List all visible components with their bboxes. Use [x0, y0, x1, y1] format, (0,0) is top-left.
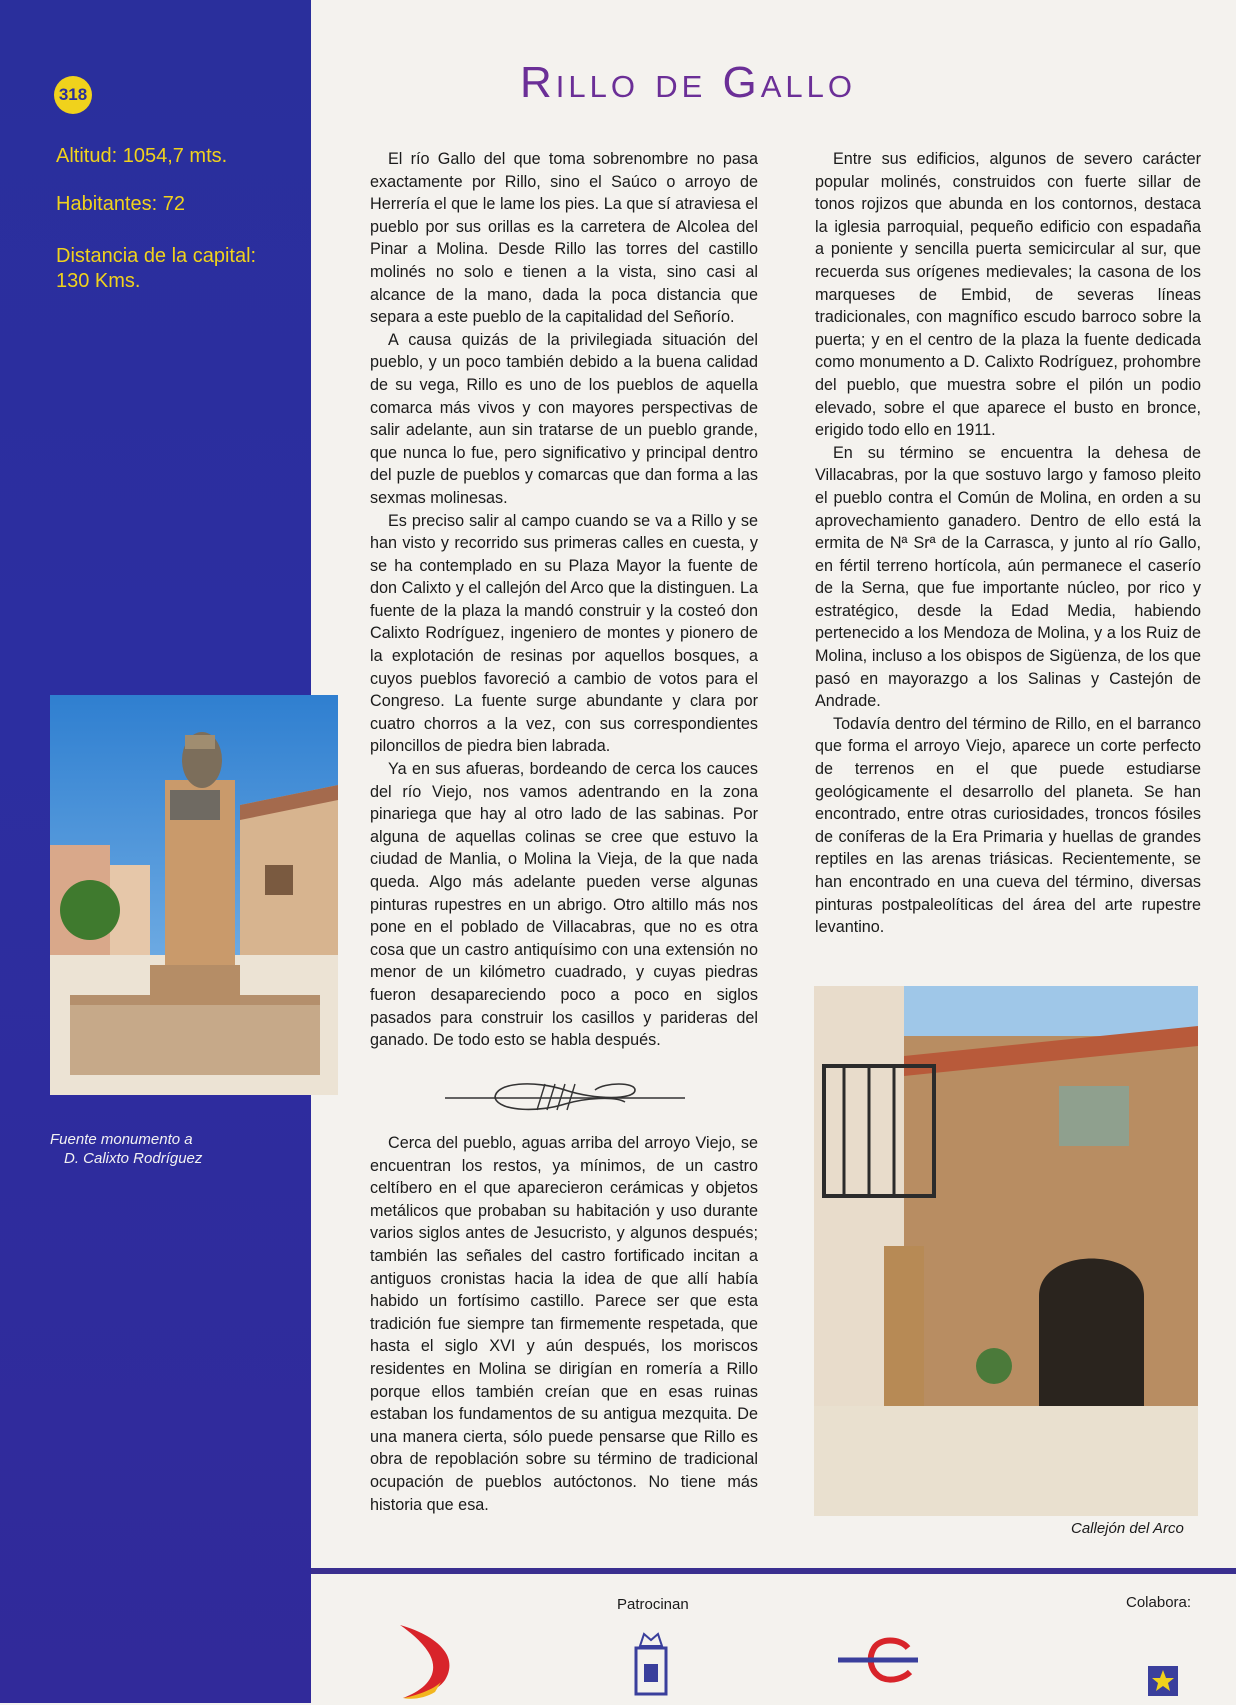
sponsor-logo-castle-icon — [632, 1628, 670, 1703]
sponsor-logo-e-icon — [838, 1636, 928, 1691]
inhabitants-stat: Habitantes: 72 — [56, 193, 185, 215]
paragraph: Entre sus edificios, algunos de severo carácter popular molinés, construidos con fuerte sillar de tonos rojizos que abunda en los contornos, destaca la iglesia parroquial, pequeño edificio con espadaña a poniente y sencilla puerta semicircular al sur, que recuerda sus orígenes medievales; la casona de los marqueses de Embid, de severas líneas tradicionales, con magnífico escudo barroco sobre la puerta; y en el centro de la plaza la fuente dedicada como monumento a D. Calixto Rodríguez, prohombre del pueblo, que muestra sobre el pilón un podio elevado, sobre el que aparece el busto en bronce, erigido todo ello en 1911. — [815, 150, 1201, 440]
collaborator-logo-star-icon — [1148, 1666, 1178, 1701]
fountain-photo — [50, 695, 338, 1095]
altitude-stat: Altitud: 1054,7 mts. — [56, 145, 228, 167]
paragraph: El río Gallo del que toma sobrenombre no pasa exactamente por Rillo, sino el Saúco o arroyo de Herrería el que le lame los pies. La que sí atraviesa el pueblo por sus orillas es la carretera de Alcolea del Pinar a Molina. Desde Rillo las torres del castillo molinés no solo e tienen a la vista, sino casi al alcance de la mano, dada la poca distancia que separa a este pueblo de la capitalidad del Señorío. — [370, 150, 758, 327]
paragraph: En su término se encuentra la dehesa de Villacabras, por la que sostuvo largo y famoso pleito el pueblo contra el Común de Molina, en orden a su aprovechamiento ganadero. Dentro de ello está la ermita de Nª Srª de la Carrasca, y junto al río Gallo, en fértil terreno hortícola, aún permanece el caserío de la Serna, que fue importante núcleo, por rico y estratégico, desde la Edad Media, habiendo pertenecido a los Mendoza de Molina, y a los Ruiz de Molina, incluso a los obispos de Sigüenza, de los que pasó en mayorazgo a los Salinas y Castejón de Andrade. — [815, 443, 1201, 711]
sponsor-logo-red-icon — [395, 1620, 465, 1705]
paragraph: A causa quizás de la privilegiada situación del pueblo, y un poco también debido a la buena calidad de su vega, Rillo es uno de los pueblos de aquella comarca más vivos y con mayores perspectivas de salir adelante, aun sin tratarse de un pueblo grande, que nunca lo fue, pero significativo y principal dentro del puzle de pueblos y comarcas que dan forma a las sexmas molinesas. — [370, 330, 758, 507]
ornament-divider — [445, 1070, 685, 1125]
article-column-1-bottom — [370, 1132, 758, 1516]
page-number: 318 — [54, 76, 92, 114]
article-column-2 — [815, 148, 1201, 939]
article-column-1 — [370, 148, 758, 1052]
paragraph: Ya en sus afueras, bordeando de cerca los cauces del río Viejo, nos vamos adentrando en la zona pinariega que hay al otro lado de las sabinas. Por alguna de aquellas colinas se cree que estuvo la ciudad de Manlia, o Molina la Vieja, de la que nada queda. Algo más adelante pueden verse algunas pinturas rupestres en un abrigo. Otro altillo más nos pone en el poblado de Villacabras, que no es otra cosa que un castro antiquísimo con una extensión no menor de un kilómetro cuadrado, y cuyas piedras fueron desapareciendo poco a poco en siglos pasados para construir los casillos y parideras del ganado. De todo esto se habla después. — [370, 760, 758, 1050]
footer-divider — [311, 1568, 1236, 1574]
paragraph: Cerca del pueblo, aguas arriba del arroyo Viejo, se encuentran los restos, ya mínimos, de un castro celtíbero en el que aparecieron cerámicas y objetos metálicos que probaban su habitación y uso durante varios siglos antes de Jesucristo, y algunos después; también las señales del castro fortificado incitan a antiguos cronistas hacia la idea de que allí había habido un fortísimo castillo. Parece ser que esta tradición fue siempre tan firmemente respetada, que hasta el siglo XVI y aún después, los moriscos residentes en Molina se dirigían en romería a Rillo porque ellos también creían que en esas ruinas estaban los fundamentos de su antigua mezquita. De una manera cierta, sólo puede pensarse que Rillo es obra de repoblación sobre su término de tradicional ocupación de pueblos autóctonos. No tiene más historia que esa. — [370, 1134, 758, 1514]
distance-stat-value: 130 Kms. — [56, 270, 141, 292]
fountain-caption-line1: Fuente monumento a — [50, 1131, 193, 1148]
arch-caption: Callejón del Arco — [1071, 1520, 1184, 1537]
distance-stat-label: Distancia de la capital: — [56, 245, 257, 267]
fountain-caption-line2: D. Calixto Rodríguez — [64, 1150, 203, 1167]
paragraph: Todavía dentro del término de Rillo, en el barranco que forma el arroyo Viejo, aparece un corte perfecto de terrenos en el que puede estudiarse geológicamente el desarrollo del planeta. Se han encontrado, entre otras curiosidades, troncos fósiles de coníferas de la Era Primaria y huellas de grandes reptiles en las arenas triásicas. Recientemente, se han encontrado en una cueva del término, diversas pinturas postpaleolíticas del área del arte rupestre levantino. — [815, 714, 1201, 937]
collaborator-label: Colabora: — [1126, 1594, 1192, 1611]
arch-photo — [814, 986, 1198, 1516]
paragraph: Es preciso salir al campo cuando se va a Rillo y se han visto y recorrido sus primeras calles en cuesta, y se ha contemplado en su Plaza Mayor la fuente de don Calixto y el callejón del Arco que la distinguen. La fuente de la plaza la mandó construir y la costeó don Calixto Rodríguez, ingeniero de montes y pionero de la explotación de resinas por aquellos bosques, a cuyos pueblos favoreció a cambio de votos para el Congreso. La fuente surge abundante y clara por cuatro chorros a la vez, con sus correspondientes piloncillos de piedra bien labrada. — [370, 511, 758, 756]
sponsors-label: Patrocinan — [617, 1596, 689, 1613]
page-title: Rillo de Gallo — [520, 58, 856, 107]
